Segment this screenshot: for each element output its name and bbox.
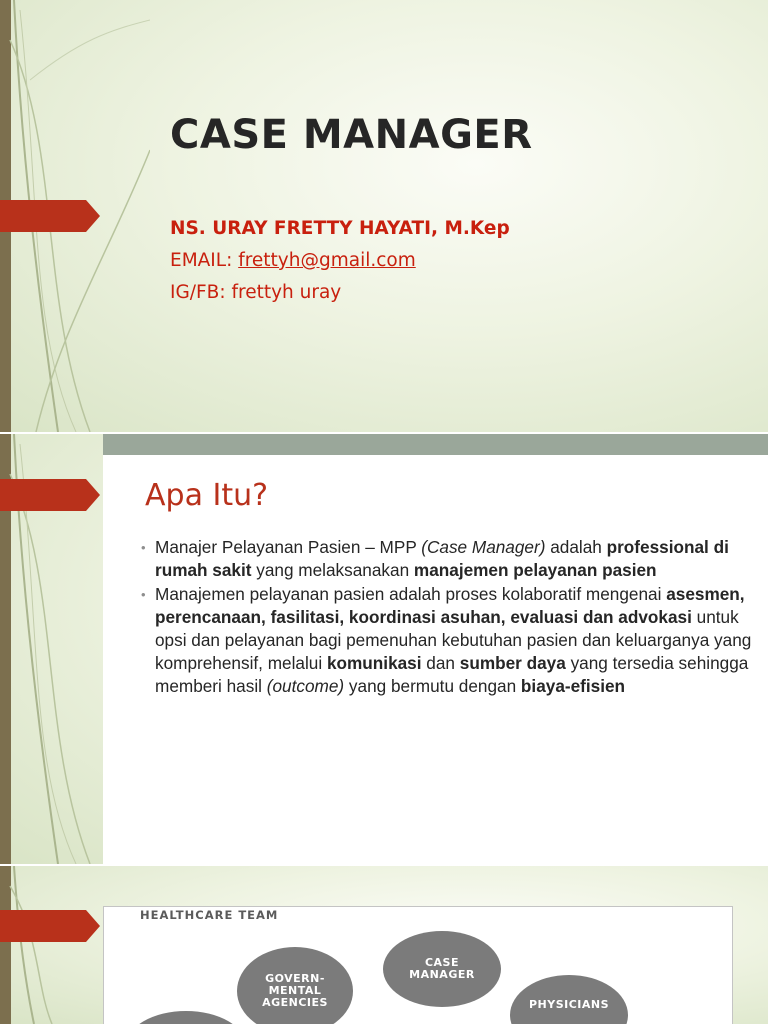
bullet-text-segment: yang bermutu dengan xyxy=(344,676,521,696)
bullet-text-segment: untuk opsi dan pelayanan bagi pemenuhan kebutuhan pasien dan keluarganya yang komprehensif, melalui xyxy=(155,607,752,673)
email-line xyxy=(170,250,416,271)
email-label: EMAIL: xyxy=(170,250,239,271)
email-link[interactable]: frettyh@gmail.com xyxy=(238,250,416,271)
social-handle: frettyh uray xyxy=(231,282,342,303)
healthcare-team-diagram xyxy=(103,906,733,1024)
social-label: IG/FB: xyxy=(170,282,232,303)
bullet-text-segment: Manajemen pelayanan pasien adalah proses kolaboratif mengenai xyxy=(155,584,667,604)
bubble-government-agencies: GOVERN- MENTAL AGENCIES xyxy=(237,947,353,1024)
bullet-text-segment: (Case Manager) xyxy=(421,537,546,557)
author-name: NS. URAY FRETTY HAYATI, M.Kep xyxy=(170,218,510,239)
bullet-text-segment: komunikasi xyxy=(326,653,422,673)
content-panel xyxy=(103,434,768,864)
bubble-physicians: PHYSICIANS xyxy=(510,975,628,1024)
bullet-text-segment: Manajer Pelayanan Pasien – MPP xyxy=(155,537,422,557)
title-slide xyxy=(0,0,768,432)
bullet-text-segment: sumber daya xyxy=(459,653,566,673)
bullet-item xyxy=(141,536,761,582)
bullet-text-segment: adalah xyxy=(545,537,607,557)
bubble-partial xyxy=(126,1011,246,1024)
team-slide xyxy=(0,866,768,1024)
bullet-text-segment: asesmen, perencanaan, fasilitasi, koordinasi asuhan, evaluasi dan advokasi xyxy=(155,584,745,627)
arrow-marker-icon xyxy=(0,479,100,511)
social-line xyxy=(170,282,341,303)
section-heading: Apa Itu? xyxy=(145,478,269,513)
bullet-list xyxy=(141,536,761,699)
bubble-case-manager: CASE MANAGER xyxy=(383,931,501,1007)
arrow-marker-icon xyxy=(0,200,100,232)
panel-header-bar xyxy=(103,434,768,455)
bullet-text-segment: manajemen pelayanan pasien xyxy=(413,560,657,580)
left-accent-bar xyxy=(0,866,11,1024)
bullet-text-segment: biaya-efisien xyxy=(520,676,626,696)
diagram-title: HEALTHCARE TEAM xyxy=(140,908,279,922)
bullet-text-segment: dan xyxy=(421,653,460,673)
bullet-item xyxy=(141,583,761,698)
bullet-text-segment: (outcome) xyxy=(266,676,345,696)
slide-title: CASE MANAGER xyxy=(170,112,533,158)
arrow-marker-icon xyxy=(0,910,100,942)
definition-slide xyxy=(0,434,768,864)
bullet-text-segment: professional di rumah sakit xyxy=(155,537,729,580)
bullet-text-segment: yang melaksanakan xyxy=(251,560,414,580)
bullet-text-segment: yang tersedia sehingga memberi hasil xyxy=(155,653,749,696)
